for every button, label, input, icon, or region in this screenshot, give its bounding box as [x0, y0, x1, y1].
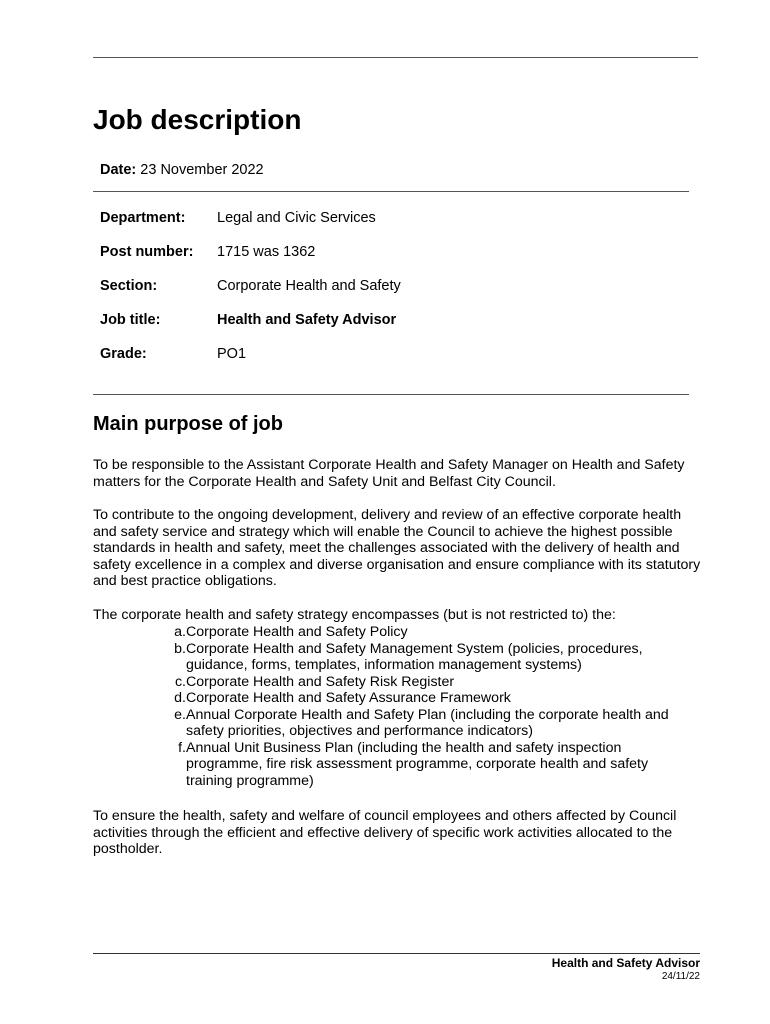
meta-value: Corporate Health and Safety	[217, 278, 401, 294]
meta-row-section	[100, 276, 401, 310]
document-date	[100, 160, 264, 180]
strategy-list	[152, 624, 697, 789]
date-label: Date:	[100, 162, 137, 178]
document-title: Job description	[93, 104, 302, 135]
section-heading-main-purpose: Main purpose of job	[93, 413, 283, 435]
list-item	[152, 624, 697, 641]
list-item	[152, 674, 697, 691]
meta-row-job-title	[100, 310, 401, 344]
list-item-text: Annual Corporate Health and Safety Plan (including the corporate health and safety priorities, objectives and performance indicators)	[186, 706, 669, 739]
footer-divider	[93, 953, 700, 954]
paragraph-welfare: To ensure the health, safety and welfare of council employees and others affected by Council activities through the efficient and effective delivery of specific work activities allocated to the postholder.	[93, 808, 677, 857]
list-item	[152, 740, 697, 790]
top-divider	[93, 57, 698, 58]
paragraph-contribution: To contribute to the ongoing development, delivery and review of an effective corporate health and safety service and strategy which will enable the Council to achieve the highest possible standards in health and safety, meet the challenges associated with the delivery of health and safety excellence in a complex and diverse organisation and ensure compliance with its statutory and best practice obligations.	[93, 507, 701, 589]
date-value: 23 November 2022	[140, 162, 264, 178]
list-marker: b.	[174, 640, 186, 657]
footer-date: 24/11/22	[661, 971, 700, 982]
list-item	[152, 641, 697, 674]
list-item-text: Corporate Health and Safety Assurance Framework	[186, 690, 511, 706]
date-divider	[93, 191, 689, 192]
meta-label: Grade:	[100, 346, 147, 362]
list-marker: f.	[178, 739, 186, 756]
list-marker: e.	[174, 706, 186, 723]
list-item-text: Corporate Health and Safety Management System (policies, procedures, guidance, forms, templates, information management systems)	[186, 640, 643, 673]
list-item-text: Corporate Health and Safety Risk Register	[186, 673, 455, 690]
meta-value: Legal and Civic Services	[217, 210, 376, 226]
meta-row-department	[100, 208, 401, 242]
meta-row-grade	[100, 344, 401, 378]
job-details	[100, 208, 401, 378]
meta-value: Health and Safety Advisor	[217, 312, 397, 328]
list-item	[152, 707, 697, 740]
list-marker: c.	[174, 673, 186, 690]
paragraph-responsibility: To be responsible to the Assistant Corporate Health and Safety Manager on Health and Safety matters for the Corporate Health and Safety Unit and Belfast City Council.	[93, 457, 685, 490]
list-marker: d.	[174, 690, 186, 706]
list-marker: a.	[174, 624, 186, 640]
list-item-text: Annual Unit Business Plan (including the health and safety inspection programme, fire risk assessment programme, corporate health and safety training programme)	[186, 739, 649, 789]
meta-label: Job title:	[100, 312, 161, 328]
meta-value: PO1	[217, 346, 247, 362]
list-item	[152, 690, 697, 707]
list-item-text: Corporate Health and Safety Policy	[186, 624, 408, 640]
meta-label: Section:	[100, 278, 158, 294]
meta-value: 1715 was 1362	[217, 244, 316, 260]
footer-title: Health and Safety Advisor	[551, 956, 700, 970]
paragraph-strategy-intro: The corporate health and safety strategy encompasses (but is not restricted to) the:	[93, 607, 616, 623]
meta-row-post-number	[100, 242, 401, 276]
details-divider	[93, 394, 689, 395]
meta-label: Post number:	[100, 244, 194, 260]
meta-label: Department:	[100, 210, 186, 226]
